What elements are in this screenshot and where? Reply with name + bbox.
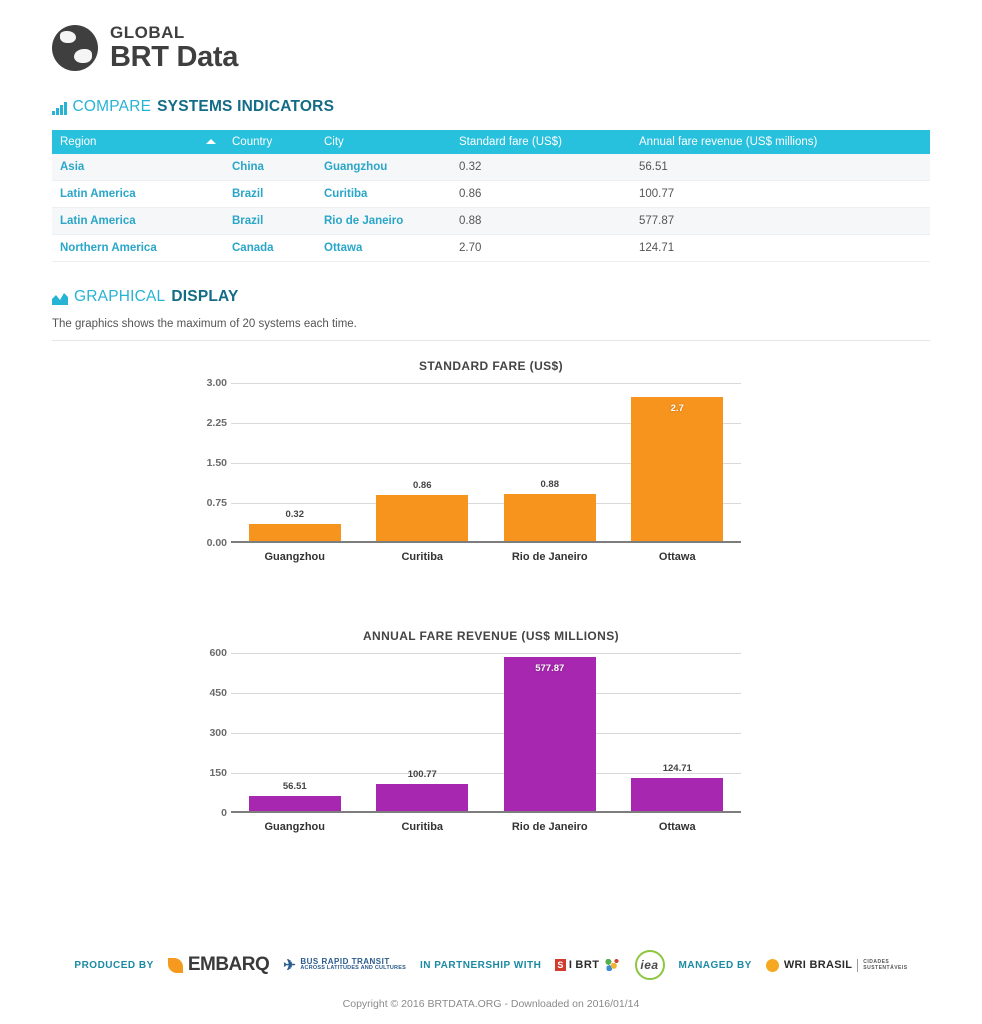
chart-1-bar[interactable] [249,509,341,541]
chart-2-bar[interactable] [376,769,468,811]
chart-1-bar-value: 0.88 [540,479,559,490]
cell-city[interactable]: Rio de Janeiro [316,208,451,235]
map-icon [603,957,621,973]
section-graphical-bold: DISPLAY [171,288,239,305]
section-compare-title [52,98,982,116]
chart-1-bar-value: 2.7 [670,403,684,414]
logo-bottom-text: BRT Data [110,41,239,73]
section-graphical-light: GRAPHICAL [74,288,166,305]
cell-annual-revenue: 56.51 [631,154,930,181]
chart-1-x-axis [231,551,741,563]
y-tick: 0.00 [206,537,227,549]
chart-2-bar-col [614,651,742,811]
globe-icon [52,25,98,71]
sibrt-i: I [568,959,573,971]
x-tick: Rio de Janeiro [511,551,588,563]
x-tick: Rio de Janeiro [511,821,588,833]
sibrt-s: S [557,960,564,970]
y-tick: 1.50 [206,457,227,469]
cell-standard-fare: 0.86 [451,181,631,208]
chart-1-bar-value: 0.32 [285,509,304,520]
column-header-country[interactable]: Country [224,130,316,154]
chart-2-bar-col [359,651,487,811]
cell-city[interactable]: Ottawa [316,235,451,262]
sibrt-logo[interactable] [555,957,620,973]
x-tick: Ottawa [658,551,696,563]
brt-across-latitudes-logo[interactable] [283,956,406,974]
cell-standard-fare: 2.70 [451,235,631,262]
chart-1-bar-col [231,381,359,541]
cell-region[interactable]: Latin America [52,181,224,208]
y-tick: 300 [209,727,227,739]
x-tick: Ottawa [658,821,696,833]
chart-1-bars [231,381,741,541]
y-tick: 150 [209,767,227,779]
brt-logo-line1: BUS RAPID TRANSIT [300,956,390,966]
cell-country[interactable]: Canada [224,235,316,262]
cell-region[interactable]: Northern America [52,235,224,262]
chart-standard-fare [0,359,982,573]
chart-1-title: STANDARD FARE (US$) [418,359,564,373]
wri-sub2: SUSTENTÁVEIS [863,965,908,971]
column-header-region-label: Region [60,136,97,148]
managed-by-label: MANAGED BY [678,959,752,971]
plane-icon: ✈ [283,957,297,974]
column-header-standard-fare[interactable]: Standard fare (US$) [451,130,631,154]
indicators-table-wrap [52,130,930,262]
x-tick: Curitiba [401,551,444,563]
sort-ascending-icon [206,139,216,144]
cell-annual-revenue: 577.87 [631,208,930,235]
cell-region[interactable]: Asia [52,154,224,181]
chart-1-bar-col [614,381,742,541]
brt-logo-line2: ACROSS LATITUDES AND CULTURES [300,965,406,972]
y-tick: 450 [209,687,227,699]
divider [857,959,858,972]
cell-country[interactable]: China [224,154,316,181]
embarq-label: EMBARQ [187,954,270,975]
wri-dot-icon [766,959,779,972]
y-tick: 2.25 [206,417,227,429]
y-tick: 3.00 [206,377,227,389]
chart-1-bar-col [359,381,487,541]
column-header-city[interactable]: City [316,130,451,154]
column-header-annual-revenue[interactable]: Annual fare revenue (US$ millions) [631,130,930,154]
cell-annual-revenue: 100.77 [631,181,930,208]
wri-sub1: CIDADES [863,959,890,965]
chart-2-plot [209,647,751,843]
site-footer [0,950,982,1024]
section-compare-bold: SYSTEMS INDICATORS [157,98,335,115]
cell-region[interactable]: Latin America [52,208,224,235]
in-partnership-with-label: IN PARTNERSHIP WITH [419,959,542,971]
y-tick: 600 [209,647,227,659]
chart-2-bar-value: 100.77 [407,769,437,780]
cell-country[interactable]: Brazil [224,181,316,208]
chart-2-bar[interactable] [504,657,596,811]
indicators-table [52,130,930,262]
chart-2-bar-value: 124.71 [662,763,692,774]
chart-2-bar[interactable] [249,781,341,811]
chart-2-bar-value: 577.87 [535,663,565,674]
chart-2-bars [231,651,741,811]
wri-label: WRI BRASIL [783,959,853,971]
bar-chart-icon [52,102,67,115]
chart-1-bar[interactable] [631,397,723,541]
chart-1-bar-value: 0.86 [413,480,432,491]
site-logo[interactable] [110,24,238,72]
table-row [52,154,930,181]
cell-city[interactable]: Curitiba [316,181,451,208]
chart-1-baseline [231,541,741,543]
leaf-icon [168,958,183,973]
section-graphical-title [52,288,982,306]
column-header-region[interactable] [52,130,224,154]
y-tick: 0.75 [206,497,227,509]
table-header-row [52,130,930,154]
section-compare-light: COMPARE [72,98,152,115]
chart-2-title: ANNUAL FARE REVENUE (US$ MILLIONS) [362,629,620,643]
chart-2-bar[interactable] [631,763,723,811]
chart-2-bar-col [231,651,359,811]
chart-1-bar-col [486,381,614,541]
embarq-logo[interactable] [168,954,269,976]
y-tick: 0 [221,807,227,819]
sibrt-brt: BRT [575,959,600,971]
chart-1-bar[interactable] [376,480,468,541]
cell-standard-fare: 0.88 [451,208,631,235]
wri-brasil-logo[interactable] [766,959,908,972]
chart-2-x-axis [231,821,741,833]
cell-country[interactable]: Brazil [224,208,316,235]
copyright-text: Copyright © 2016 BRTDATA.ORG - Downloaded on 2016/01/14 [342,998,640,1010]
cell-annual-revenue: 124.71 [631,235,930,262]
x-tick: Curitiba [401,821,444,833]
chart-1-bar[interactable] [504,479,596,541]
chart-annual-revenue [0,629,982,843]
chart-1-plot [206,377,751,573]
produced-by-label: PRODUCED BY [74,959,154,971]
table-row [52,235,930,262]
chart-2-y-axis [187,647,227,819]
x-tick: Guangzhou [264,551,325,563]
graphics-note: The graphics shows the maximum of 20 systems each time. [52,318,930,341]
site-header [0,0,982,72]
iea-logo[interactable]: iea [635,950,665,980]
table-row [52,208,930,235]
table-row [52,181,930,208]
x-tick: Guangzhou [264,821,325,833]
cell-city[interactable]: Guangzhou [316,154,451,181]
area-chart-icon [52,292,68,305]
chart-1-y-axis [187,377,227,549]
chart-2-bar-value: 56.51 [282,781,307,792]
chart-2-baseline [231,811,741,813]
logo-top-text: GLOBAL [110,23,185,42]
partner-logos [0,950,982,980]
cell-standard-fare: 0.32 [451,154,631,181]
chart-2-bar-col [486,651,614,811]
